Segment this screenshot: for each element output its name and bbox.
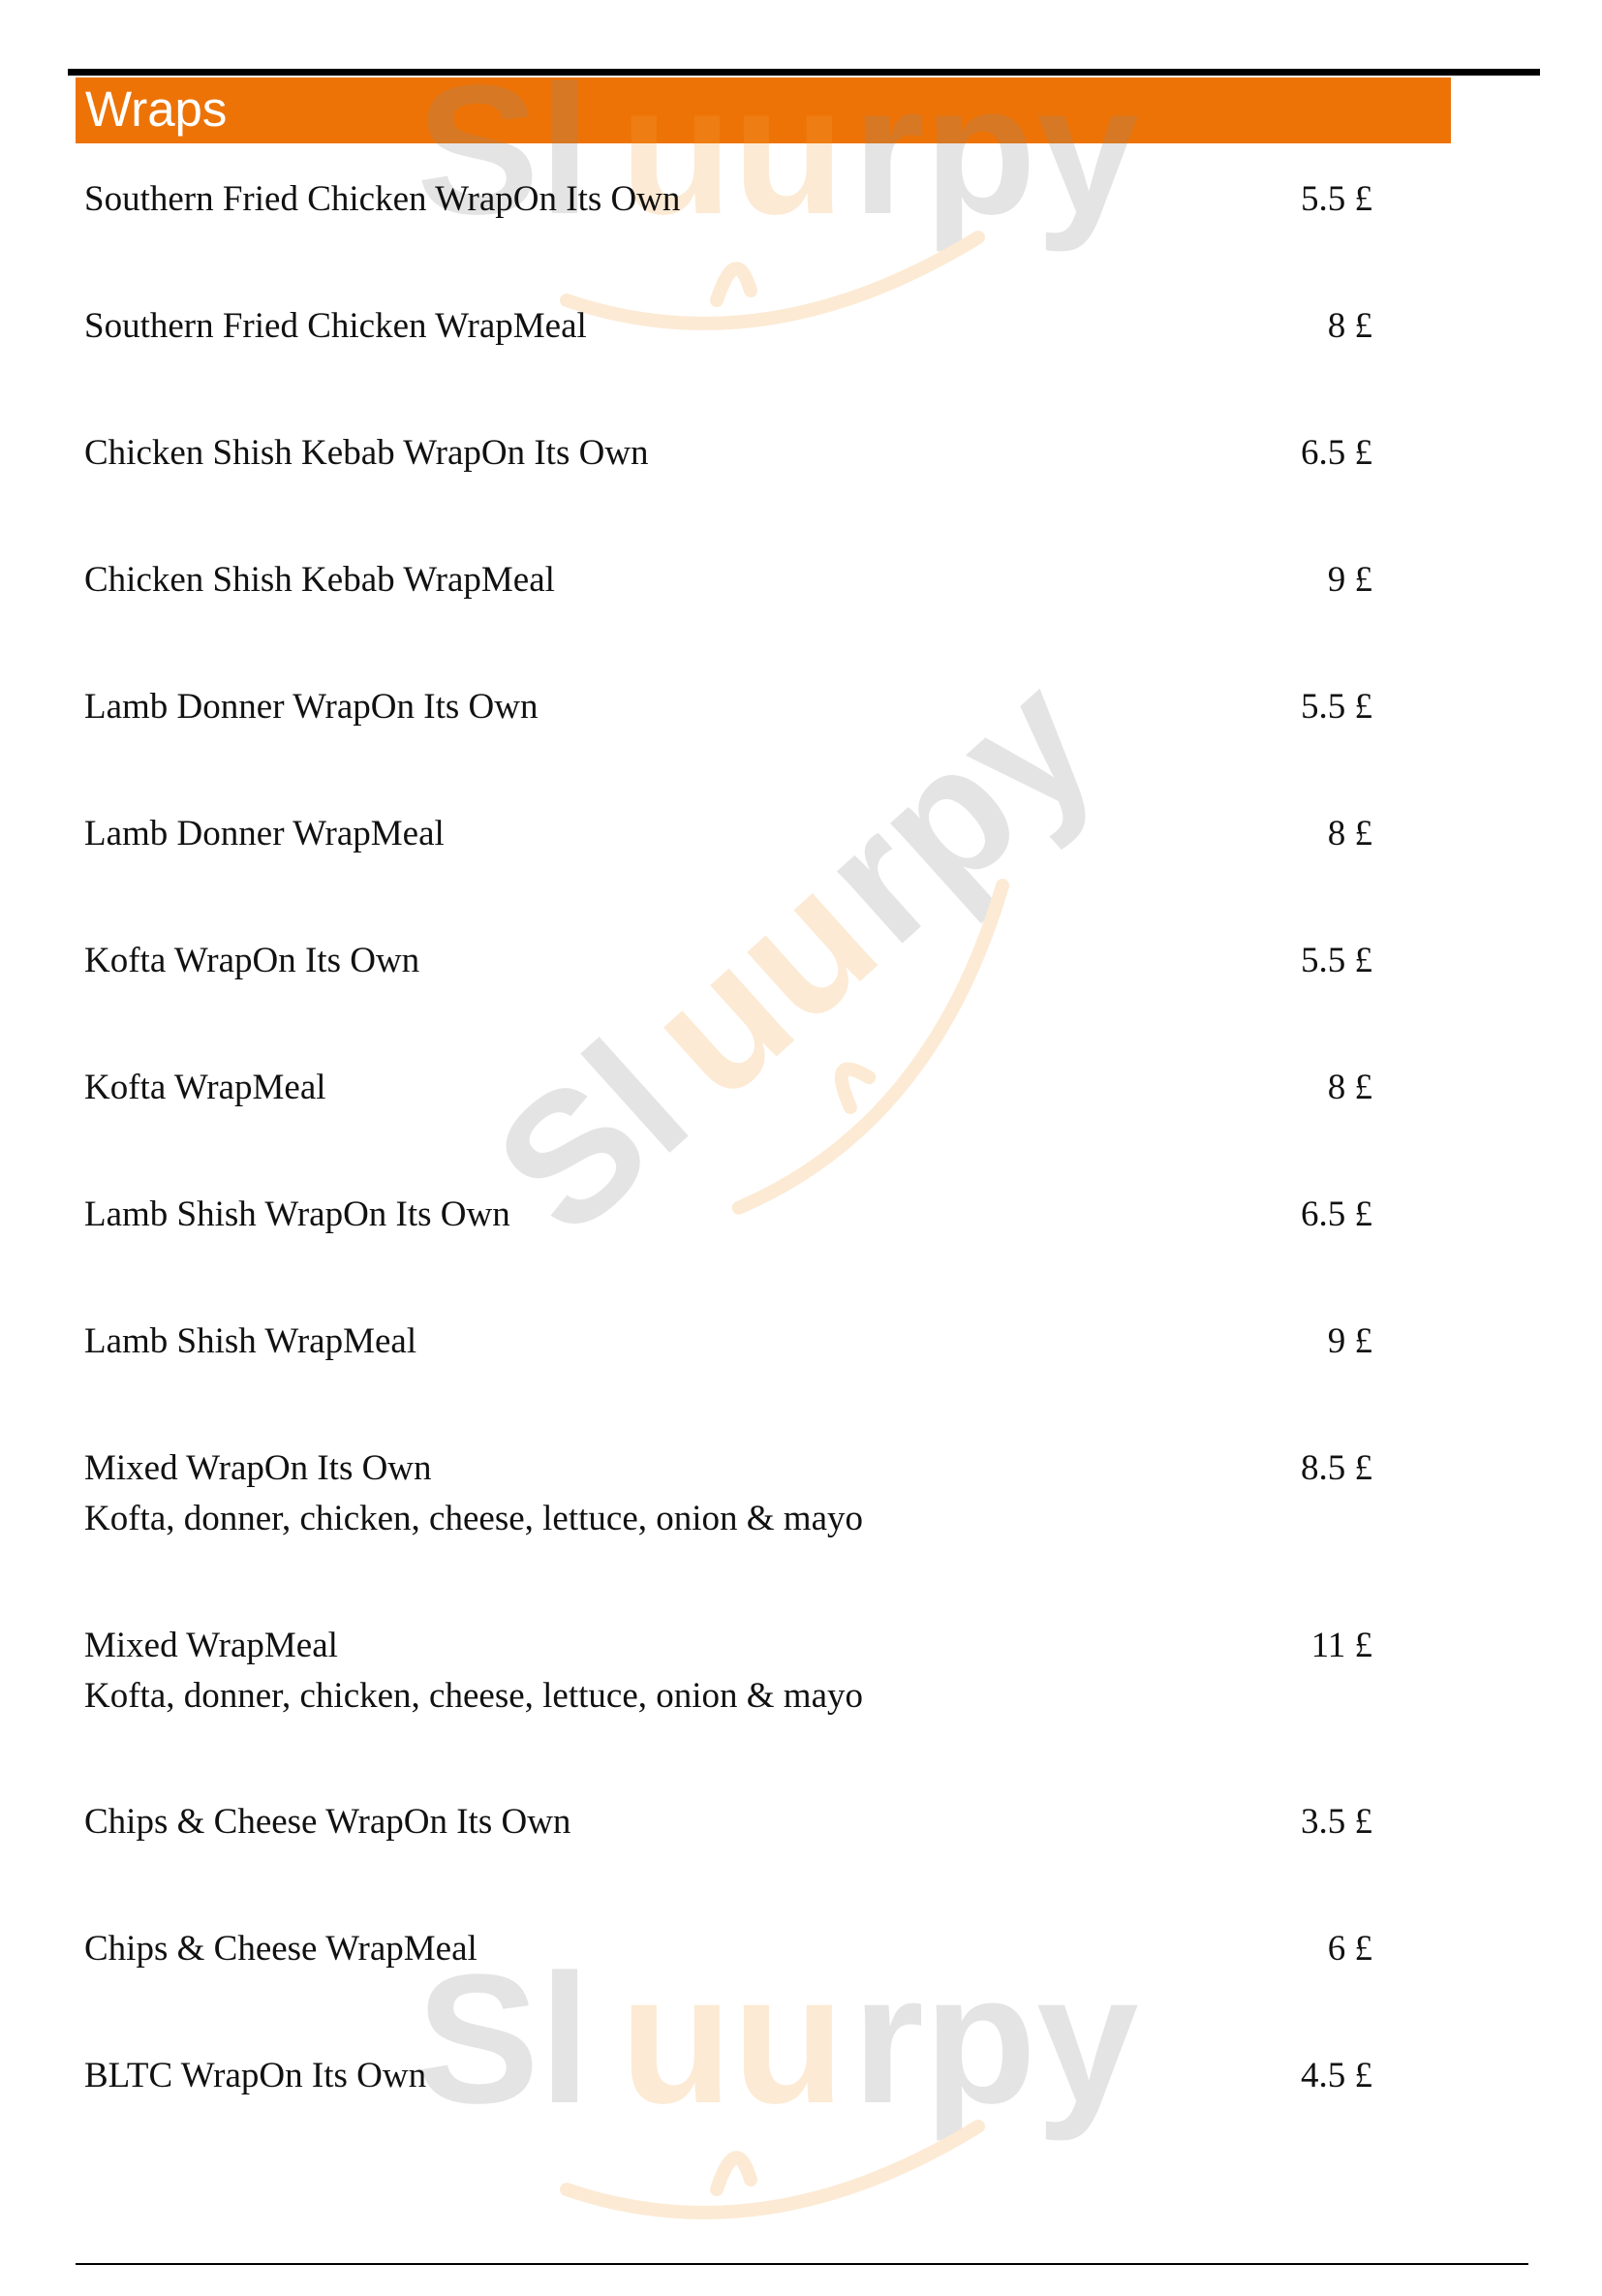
- top-rule: [68, 69, 1540, 76]
- item-name: Kofta WrapOn Its Own: [84, 941, 420, 980]
- item-price: 6 £: [1327, 1929, 1372, 1969]
- item-price: 9 £: [1327, 1321, 1372, 1361]
- item-price: 9 £: [1327, 560, 1372, 600]
- item-name: Mixed WrapOn Its Own: [84, 1448, 432, 1488]
- item-name: Southern Fried Chicken WrapOn Its Own: [84, 179, 681, 219]
- item-price: 3.5 £: [1301, 1802, 1372, 1842]
- item-name: Lamb Shish WrapMeal: [84, 1321, 417, 1361]
- item-name: Chips & Cheese WrapMeal: [84, 1929, 478, 1969]
- item-price: 8 £: [1327, 1068, 1372, 1107]
- svg-text:uu: uu: [608, 833, 914, 1137]
- item-price: 4.5 £: [1301, 2056, 1372, 2095]
- item-name: BLTC WrapOn Its Own: [84, 2056, 427, 2095]
- item-price: 5.5 £: [1301, 687, 1372, 727]
- item-description: Kofta, donner, chicken, cheese, lettuce, onion & mayo: [84, 1499, 864, 1538]
- svg-text:rpy: rpy: [782, 636, 1132, 981]
- item-name: Kofta WrapMeal: [84, 1068, 326, 1107]
- svg-text:rpy: rpy: [852, 1937, 1139, 2142]
- svg-text:uu: uu: [620, 47, 846, 253]
- svg-text:Sl: Sl: [416, 47, 591, 253]
- item-price: 6.5 £: [1301, 433, 1372, 473]
- item-name: Mixed WrapMeal: [84, 1626, 338, 1665]
- sluurpy-watermark-middle: [438, 575, 1296, 1400]
- item-price: 8 £: [1327, 814, 1372, 853]
- item-name: Chips & Cheese WrapOn Its Own: [84, 1802, 571, 1842]
- item-name: Lamb Shish WrapOn Its Own: [84, 1195, 510, 1234]
- svg-text:rpy: rpy: [852, 47, 1139, 253]
- item-name: Lamb Donner WrapMeal: [84, 814, 445, 853]
- sluurpy-watermark-bottom: [397, 1928, 1220, 2296]
- svg-text:uu: uu: [620, 1937, 846, 2142]
- section-title: Wraps: [85, 81, 228, 137]
- item-name: Chicken Shish Kebab WrapOn Its Own: [84, 433, 649, 473]
- item-name: Lamb Donner WrapOn Its Own: [84, 687, 539, 727]
- svg-text:Sl: Sl: [457, 1004, 725, 1274]
- item-price: 5.5 £: [1301, 941, 1372, 980]
- item-price: 8 £: [1327, 306, 1372, 346]
- section-header: [76, 78, 1451, 143]
- item-price: 8.5 £: [1301, 1448, 1372, 1488]
- bottom-rule: [76, 2263, 1528, 2265]
- item-name: Southern Fried Chicken WrapMeal: [84, 306, 587, 346]
- item-price: 5.5 £: [1301, 179, 1372, 219]
- item-price: 6.5 £: [1301, 1195, 1372, 1234]
- svg-text:Sl: Sl: [416, 1937, 591, 2142]
- item-name: Chicken Shish Kebab WrapMeal: [84, 560, 555, 600]
- item-description: Kofta, donner, chicken, cheese, lettuce, onion & mayo: [84, 1676, 864, 1716]
- item-price: 11 £: [1310, 1626, 1372, 1665]
